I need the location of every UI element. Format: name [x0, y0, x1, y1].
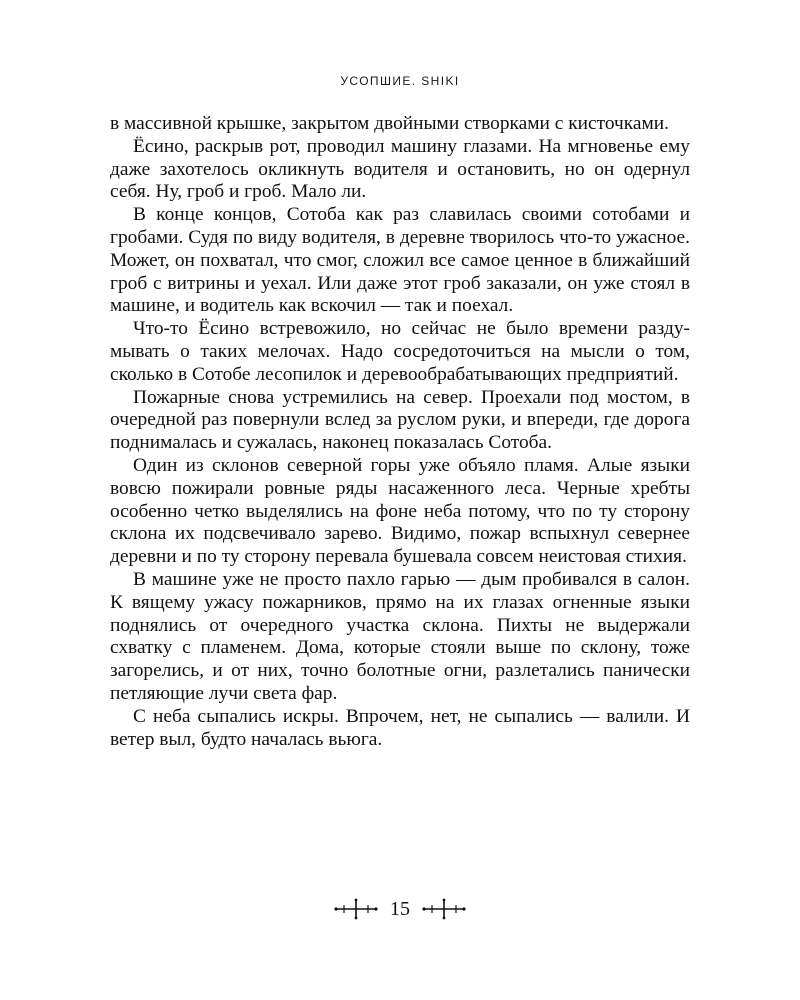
paragraph-5: Пожарные снова устремились на север. Проехали под мостом, в очередной раз повернули вслед за руслом руки, и впереди, где дорога поднималась и сужалась, наконец показалась Сотоба.	[110, 386, 690, 454]
running-title: УСОПШИЕ. SHIKI	[340, 74, 460, 88]
paragraph-8: С неба сыпались искры. Впрочем, нет, не сыпались — валили. И ветер выл, будто началась вьюга.	[110, 705, 690, 750]
cross-ornament-icon	[332, 897, 380, 921]
body-text	[110, 113, 690, 751]
page-folio	[0, 897, 800, 921]
paragraph-2: Ёсино, раскрыв рот, проводил машину глазами. На мгновенье ему даже захотелось окликнуть водителя и остановить, но он одернул себя. Ну, гроб и гроб. Мало ли.	[110, 135, 690, 203]
paragraph-3: В конце концов, Сотоба как раз славилась своими сотобами и гробами. Судя по виду водителя, в деревне творилось что-то ужасное. Может, он похватал, что смог, сложил все самое ценное в ближайший гроб с витрины и уехал. Или даже этот гроб заказали, он уже стоял в машине, и водитель как вскочил — так и поехал.	[110, 204, 690, 317]
cross-ornament-icon	[420, 897, 468, 921]
paragraph-4: Что-то Ёсино встревожило, но сейчас не было времени раздумывать о таких мелочах. Надо сосредоточиться на мысли о том, сколько в Сотобе лесопилок и деревообрабатывающих предприятий.	[110, 318, 690, 385]
page-number: 15	[390, 898, 410, 920]
paragraph-6: Один из склонов северной горы уже объяло пламя. Алые языки вовсю пожирали ровные ряды насаженного леса. Черные хребты особенно четко выделялись на фоне неба потому, что по ту сторону склона их подсвечивало зарево. Видимо, пожар вспыхнул севернее деревни и по ту сторону перевала бушевала совсем неистовая стихия.	[110, 454, 690, 568]
paragraph-1: в массивной крышке, закрытом двойными створками с кисточками.	[110, 113, 670, 134]
paragraph-7: В машине уже не просто пахло гарью — дым пробивался в салон. К вящему ужасу пожарников, прямо на их глазах огненные языки поднялись от очередного участка склона. Пихты не выдержали схватку с пламенем. Дома, которые стояли выше по склону, тоже загорелись, и от них, точно болотные огни, разлетались панически петляющие лучи света фар.	[110, 568, 690, 704]
